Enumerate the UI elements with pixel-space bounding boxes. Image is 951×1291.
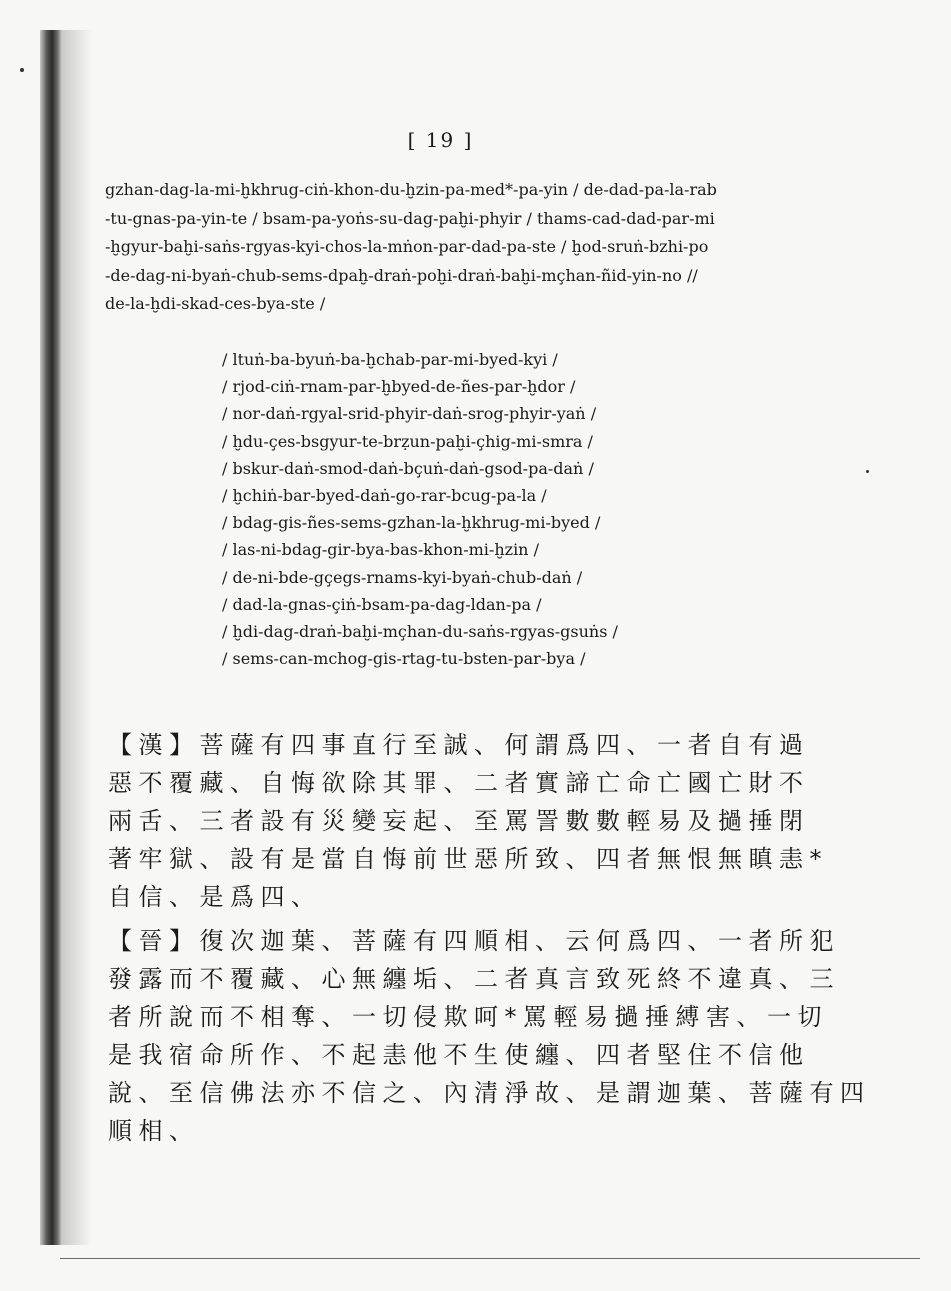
- page-number: [ 19 ]: [407, 128, 474, 152]
- chinese-line: 是我宿命所作、不起恚他不生使纏、四者堅住不信他: [108, 1041, 810, 1069]
- verse-line: / las-ni-bdag-gir-bya-bas-khon-mi-ḫzin /: [222, 540, 539, 560]
- chinese-line: 【漢】菩薩有四事直行至誠、何謂爲四、一者自有過: [108, 731, 810, 759]
- text-line: de-la-ḫdi-skad-ces-bya-ste /: [105, 294, 326, 313]
- verse-line: / rjod-ciṅ-rnam-par-ḫbyed-de-ñes-par-ḫdor /: [222, 377, 576, 397]
- dust-speck: [866, 470, 869, 473]
- binding-fade: [62, 30, 92, 1245]
- verse-block: [222, 346, 662, 672]
- verse-line: / sems-can-mchog-gis-rtag-tu-bsten-par-bya /: [222, 649, 586, 669]
- verse-line: / de-ni-bde-gçegs-rnams-kyi-byaṅ-chub-daṅ /: [222, 567, 583, 587]
- verse-line: / dad-la-gnas-çiṅ-bsam-pa-dag-ldan-pa /: [222, 594, 542, 614]
- text-line: -de-dag-ni-byaṅ-chub-sems-dpaḫ-draṅ-poḫi-draṅ-baḫi-mçhan-ñid-yin-no //: [105, 265, 698, 285]
- text-line: -tu-gnas-pa-yin-te / bsam-pa-yoṅs-su-dag-paḫi-phyir / thams-cad-dad-par-mi: [105, 208, 715, 228]
- chinese-line: 著牢獄、設有是當自悔前世惡所致、四者無恨無瞋恚*: [108, 845, 828, 873]
- dust-speck: [20, 68, 24, 72]
- chinese-line: 【晉】復次迦葉、菩薩有四順相、云何爲四、一者所犯: [108, 927, 840, 955]
- chinese-line: 惡不覆藏、自悔欲除其罪、二者實諦亡命亡國亡財不: [108, 769, 810, 797]
- verse-line: / ltuṅ-ba-byuṅ-ba-ḫchab-par-mi-byed-kyi /: [222, 350, 558, 369]
- text-line: gzhan-dag-la-mi-ḫkhrug-ciṅ-khon-du-ḫzin-pa-med*-pa-yin / de-dad-pa-la-rab: [105, 180, 717, 199]
- chinese-line: 說、至信佛法亦不信之、內清淨故、是謂迦葉、菩薩有四: [108, 1079, 871, 1107]
- chinese-line: 兩舌、三者設有災變妄起、至罵詈數數輕易及撾捶閉: [108, 807, 810, 835]
- verse-line: / ḫdi-dag-draṅ-baḫi-mçhan-du-saṅs-rgyas-gsuṅs /: [222, 622, 618, 642]
- chinese-jin-paragraph: [108, 922, 871, 1150]
- binding-shadow: [40, 30, 62, 1245]
- transliteration-paragraph: [105, 176, 795, 319]
- chinese-line: 順相、: [108, 1117, 200, 1145]
- verse-line: / bdag-gis-ñes-sems-gzhan-la-ḫkhrug-mi-byed /: [222, 513, 601, 533]
- chinese-han-paragraph: [108, 726, 828, 916]
- bottom-edge-line: [60, 1258, 920, 1259]
- chinese-line: 發露而不覆藏、心無纏垢、二者真言致死終不違真、三: [108, 965, 840, 993]
- chinese-line: 者所說而不相奪、一切侵欺呵*罵輕易撾捶縛害、一切: [108, 1003, 828, 1031]
- verse-line: / nor-daṅ-rgyal-srid-phyir-daṅ-srog-phyir-yaṅ /: [222, 404, 597, 424]
- text-line: -ḫgyur-baḫi-saṅs-rgyas-kyi-chos-la-mṅon-par-dad-pa-ste / ḫod-sruṅ-bzhi-po: [105, 237, 709, 256]
- verse-line: / bskur-daṅ-smod-daṅ-bçuṅ-daṅ-gsod-pa-daṅ /: [222, 458, 594, 478]
- verse-line: / ḫchiṅ-bar-byed-daṅ-go-rar-bcug-pa-la /: [222, 486, 547, 506]
- chinese-line: 自信、是爲四、: [108, 883, 322, 911]
- verse-line: / ḫdu-çes-bsgyur-te-brẓun-paḫi-çhig-mi-smra /: [222, 431, 593, 451]
